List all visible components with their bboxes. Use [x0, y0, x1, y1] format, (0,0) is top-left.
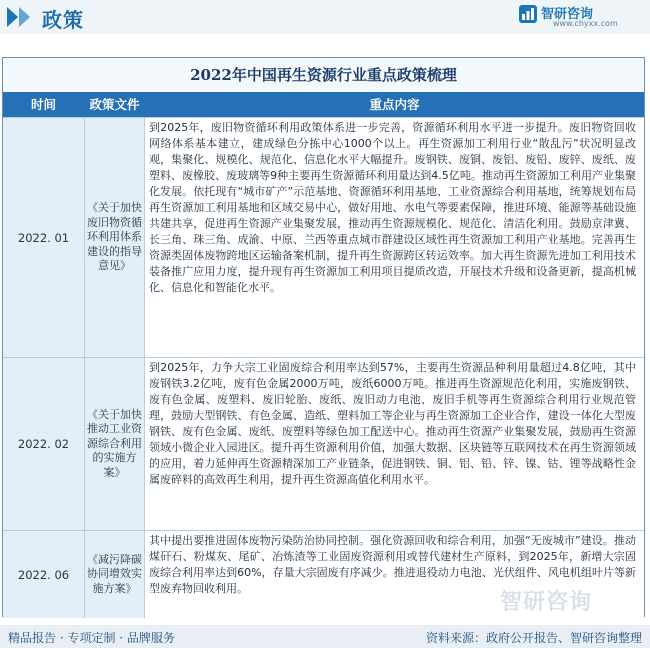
header-bar — [0, 0, 650, 34]
column-header-content: 重点内容 — [369, 97, 420, 112]
footer-tagline: 精品报告 · 专项定制 · 品牌服务 — [8, 631, 175, 645]
column-header-time: 时间 — [30, 97, 56, 112]
document-title: 2022年中国再生资源行业重点政策梳理 — [190, 66, 457, 84]
table-header-row — [3, 92, 644, 117]
logo-url: www.chyxx.com — [553, 19, 618, 28]
row-content: 到2025年，废旧物资循环利用政策体系进一步完善，资源循环利用水平进一步提升。废旧物资回收网络体系基本建立，建成绿色分拣中心1000个以上。再生资源加工利用行业“散乱污”状况明显改观，集聚化、规模化、规范化、信息化水平大幅提升。废钢铁、废铜、废铝、废铅、废锌、废纸、废塑料、废橡胶、废玻璃等9种主要再生资源循环利用量达到4.5亿吨。推动再生资源加工利用产业集聚化发展。依托现有“城市矿产”示范基地、资源循环利用基地、工业资源综合利用基地，统筹规划布局再生资源加工利用基地和区域交易中心，做好用地、水电气等要素保障，推进环境、能源等基础设施共建共享，促进再生资源产业集聚发展，推动再生资源规模化、规范化、清洁化利用。鼓励京津冀、长三角、珠三角、成渝、中原、兰西等重点城市群建设区域性再生资源加工利用产业基地。完善再生资源类固体废物跨地区运输备案机制，提升再生资源跨区转运效率。加大再生资源先进加工利用技术装备推广应用力度，提升现有再生资源加工利用项目提质改造，开展技术升级和设备更新，提高机械化、信息化和智能化水平。 — [145, 118, 644, 357]
row-time: 2022. 06 — [3, 531, 84, 618]
arrow-right-icon — [7, 7, 18, 27]
row-policy-doc: 《减污降碳协同增效实施方案》 — [84, 531, 145, 618]
row-content: 其中提出要推进固体废物污染防治协同控制。强化资源回收和综合利用，加强“无废城市”建设。推动煤矸石、粉煤灰、尾矿、冶炼渣等工业固废资源利用或替代建材生产原料，到2025年，新增大宗固废综合利用率达到60%，存量大宗固废有序减少。推进退役动力电池、光伏组件、风电机组叶片等新型废弃物回收利用。 — [145, 531, 644, 618]
logo-text: 智研咨询 — [541, 7, 594, 22]
row-time: 2022. 02 — [3, 358, 84, 530]
watermark: 智研咨询 — [500, 590, 593, 615]
row-policy-doc: 《关于加快废旧物资循环利用体系建设的指导意见》 — [84, 118, 145, 357]
table-row — [3, 117, 644, 357]
row-time: 2022. 01 — [3, 118, 84, 357]
footer-bar — [0, 625, 650, 648]
arrow-right-icon — [19, 7, 30, 27]
row-policy-doc: 《关于加快推动工业资源综合利用的实施方案》 — [84, 358, 145, 530]
column-header-doc: 政策文件 — [89, 97, 140, 112]
row-content: 到2025年，力争大宗工业固废综合利用率达到57%，主要再生资源品种利用量超过4.8亿吨，其中废钢铁3.2亿吨，废有色金属2000万吨，废纸6000万吨。推进再生资源规范化利用，实施废钢铁、废有色金属、废塑料、废旧轮胎、废纸、废旧动力电池、废旧手机等再生资源综合利用行业规范管理，鼓励大型钢铁、有色金属、造纸、塑料加工等企业与再生资源加工企业合作，建设一体化大型废钢铁、废有色金属、废纸、废塑料等绿色加工配送中心。推动再生资源产业集聚发展，鼓励再生资源领域小微企业入园进区。提升再生资源利用价值，加强大数据、区块链等互联网技术在再生资源领域的应用，着力延伸再生资源精深加工产业链条，促进钢铁、铜、铝、铅、锌、镍、钴、锂等战略性金属废碎料的高效再生利用，提升再生资源高值化利用水平。 — [145, 358, 644, 530]
logo-icon — [519, 5, 537, 23]
footer-source: 资料来源：政府公开报告、智研咨询整理 — [425, 631, 642, 645]
section-title: 政策 — [42, 8, 84, 32]
table-row — [3, 357, 644, 530]
policy-table-frame — [2, 57, 645, 617]
